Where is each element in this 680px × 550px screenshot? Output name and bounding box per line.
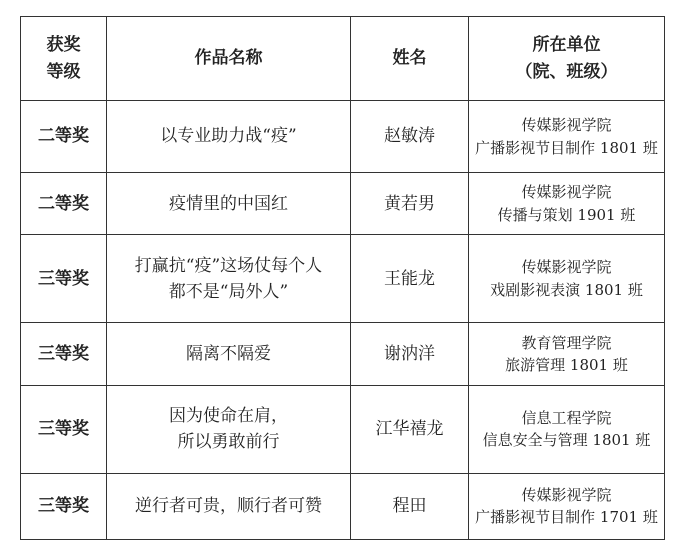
header-level: [21, 17, 107, 101]
work-title-line: 都不是“局外人”: [168, 281, 289, 302]
table-row: [21, 323, 665, 385]
work-title: [107, 473, 351, 539]
header-work: 作品名称: [107, 17, 351, 101]
work-title-line: 所以勇敢前行: [177, 432, 280, 453]
table-row: [21, 101, 665, 173]
award-level: 三等奖: [21, 323, 107, 385]
unit-college: 信息工程学院: [521, 408, 612, 427]
award-level: 二等奖: [21, 173, 107, 235]
unit-cell: [469, 173, 665, 235]
unit-class: 广播影视节目制作 1801 班: [475, 138, 658, 157]
unit-class: 信息安全与管理 1801 班: [482, 431, 651, 450]
work-title-line: 疫情里的中国红: [169, 193, 288, 214]
header-unit: [469, 17, 665, 101]
table-row: [21, 235, 665, 323]
unit-cell: [469, 323, 665, 385]
unit-college: 教育管理学院: [521, 333, 612, 352]
work-title: [107, 173, 351, 235]
table-row: [21, 385, 665, 473]
work-title: [107, 323, 351, 385]
work-title-line: 以专业助力战“疫”: [160, 126, 297, 147]
unit-class: 旅游管理 1801 班: [505, 356, 628, 375]
award-level: 三等奖: [21, 235, 107, 323]
work-title-line: 隔离不隔爱: [186, 343, 271, 364]
unit-college: 传媒影视学院: [521, 116, 612, 135]
unit-class: 戏剧影视表演 1801 班: [490, 280, 643, 299]
work-title-line: 打赢抗“疫”这场仗每个人: [134, 255, 323, 276]
student-name: 谢汭洋: [351, 323, 469, 385]
header-level-line: 等级: [46, 61, 81, 82]
awards-table: [20, 16, 665, 540]
student-name: 江华禧龙: [351, 385, 469, 473]
header-name: 姓名: [351, 17, 469, 101]
table-row: [21, 173, 665, 235]
award-level: 三等奖: [21, 385, 107, 473]
table-row: [21, 473, 665, 539]
award-level: 二等奖: [21, 101, 107, 173]
unit-college: 传媒影视学院: [521, 183, 612, 202]
header-unit-line: （院、班级）: [515, 61, 618, 82]
header-unit-line: 所在单位: [532, 35, 601, 56]
work-title-line: 因为使命在肩，: [169, 405, 288, 426]
work-title: [107, 385, 351, 473]
student-name: 程田: [351, 473, 469, 539]
header-row: [21, 17, 665, 101]
unit-cell: [469, 473, 665, 539]
student-name: 赵敏涛: [351, 101, 469, 173]
unit-cell: [469, 235, 665, 323]
unit-class: 传播与策划 1901 班: [497, 205, 636, 224]
unit-cell: [469, 385, 665, 473]
student-name: 王能龙: [351, 235, 469, 323]
work-title-line: 逆行者可贵，顺行者可赞: [135, 496, 322, 517]
award-level: 三等奖: [21, 473, 107, 539]
unit-college: 传媒影视学院: [521, 485, 612, 504]
student-name: 黄若男: [351, 173, 469, 235]
header-level-line: 获奖: [46, 35, 81, 56]
unit-cell: [469, 101, 665, 173]
work-title: [107, 235, 351, 323]
unit-college: 传媒影视学院: [521, 258, 612, 277]
work-title: [107, 101, 351, 173]
unit-class: 广播影视节目制作 1701 班: [475, 508, 658, 527]
